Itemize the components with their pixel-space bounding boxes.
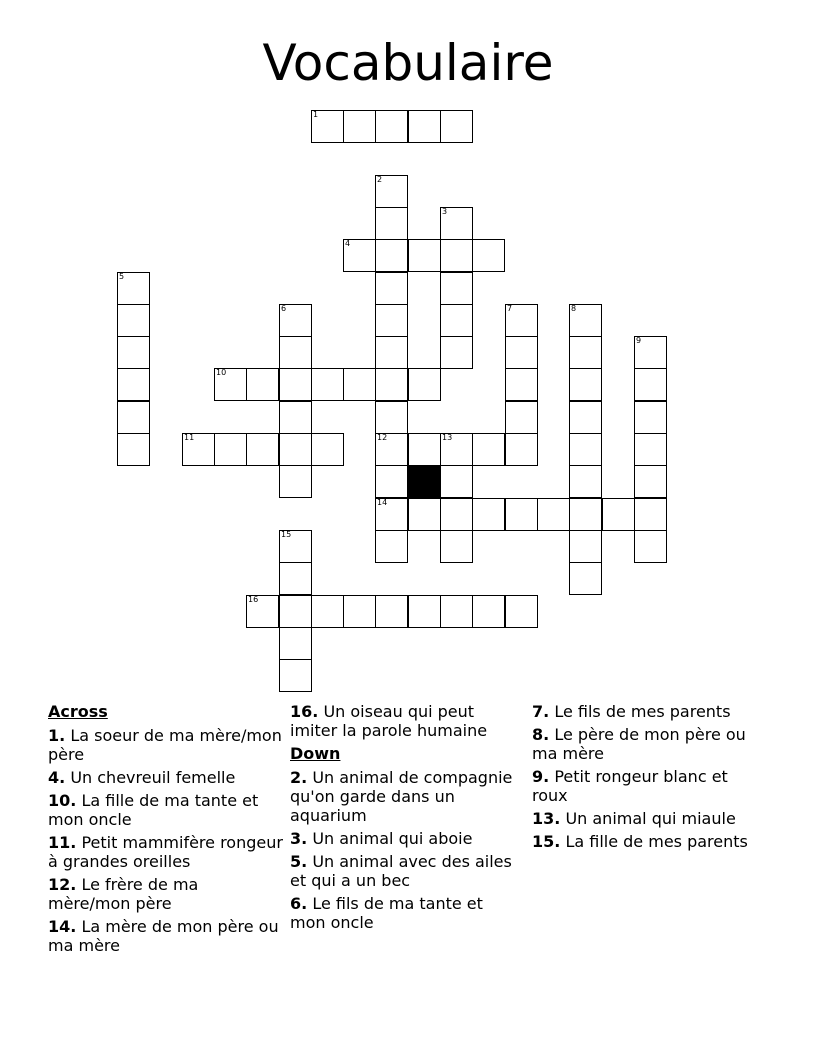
crossword-cell[interactable] (505, 498, 538, 531)
crossword-cell[interactable] (279, 530, 312, 563)
clue-number: 4 (345, 239, 351, 248)
crossword-cell[interactable] (440, 465, 473, 498)
clue-number: 2 (377, 175, 383, 184)
crossword-cell[interactable] (634, 401, 667, 434)
crossword-cell[interactable] (472, 498, 505, 531)
crossword-cell[interactable] (569, 530, 602, 563)
crossword-cell[interactable] (311, 433, 344, 466)
crossword-cell[interactable] (440, 239, 473, 272)
crossword-cell[interactable] (279, 433, 312, 466)
crossword-cell[interactable] (375, 465, 408, 498)
down-heading: Down (290, 744, 341, 763)
crossword-cell[interactable] (472, 239, 505, 272)
crossword-cell[interactable] (602, 498, 635, 531)
down-clue: 5. Un animal avec des ailes et qui a un bec (290, 852, 512, 890)
crossword-cell[interactable] (343, 368, 376, 401)
crossword-cell[interactable] (569, 304, 602, 337)
crossword-cell[interactable] (375, 207, 408, 240)
down-clue: 3. Un animal qui aboie (290, 829, 473, 848)
crossword-cell[interactable] (440, 530, 473, 563)
crossword-cell[interactable] (440, 336, 473, 369)
crossword-cell[interactable] (440, 498, 473, 531)
clue-number: 11 (184, 433, 195, 442)
crossword-cell[interactable] (279, 336, 312, 369)
clue-column-3 (532, 702, 762, 855)
crossword-cell[interactable] (569, 498, 602, 531)
crossword-cell[interactable] (537, 498, 570, 531)
crossword-cell[interactable] (375, 336, 408, 369)
crossword-cell[interactable] (505, 595, 538, 628)
crossword-cell[interactable] (343, 110, 376, 143)
clue-number: 13 (442, 433, 453, 442)
crossword-cell[interactable] (117, 433, 150, 466)
crossword-cell[interactable] (634, 498, 667, 531)
crossword-cell[interactable] (375, 498, 408, 531)
crossword-cell[interactable] (505, 401, 538, 434)
crossword-cell[interactable] (375, 401, 408, 434)
crossword-cell[interactable] (279, 401, 312, 434)
crossword-cell[interactable] (440, 110, 473, 143)
clue-number: 5 (119, 272, 125, 281)
crossword-cell[interactable] (246, 595, 279, 628)
page-title: Vocabulaire (262, 34, 554, 92)
crossword-cell[interactable] (634, 530, 667, 563)
crossword-block (408, 465, 441, 498)
across-clue: 14. La mère de mon père ou ma mère (48, 917, 279, 955)
clue-number: 16 (248, 595, 259, 604)
crossword-cell[interactable] (311, 110, 344, 143)
crossword-cell[interactable] (375, 239, 408, 272)
crossword-cell[interactable] (440, 207, 473, 240)
crossword-cell[interactable] (408, 498, 441, 531)
crossword-cell[interactable] (375, 272, 408, 305)
clue-number: 14 (377, 498, 388, 507)
crossword-cell[interactable] (634, 465, 667, 498)
clue-number: 6 (281, 304, 287, 313)
clue-number: 10 (216, 368, 227, 377)
crossword-cell[interactable] (408, 239, 441, 272)
crossword-cell[interactable] (375, 110, 408, 143)
crossword-cell[interactable] (214, 433, 247, 466)
crossword-cell[interactable] (117, 368, 150, 401)
crossword-cell[interactable] (117, 336, 150, 369)
clue-number: 15 (281, 530, 292, 539)
clue-number: 1 (313, 110, 319, 119)
down-clue: 9. Petit rongeur blanc et roux (532, 767, 728, 805)
crossword-cell[interactable] (375, 368, 408, 401)
across-heading: Across (48, 702, 108, 721)
crossword-cell[interactable] (634, 336, 667, 369)
clue-column-1 (48, 702, 284, 959)
crossword-cell[interactable] (311, 368, 344, 401)
crossword-cell[interactable] (279, 304, 312, 337)
clue-column-2 (290, 702, 522, 936)
crossword-cell[interactable] (279, 595, 312, 628)
crossword-cell[interactable] (408, 595, 441, 628)
down-clue: 6. Le fils de ma tante et mon oncle (290, 894, 483, 932)
across-clue: 12. Le frère de ma mère/mon père (48, 875, 199, 913)
crossword-cell[interactable] (569, 465, 602, 498)
crossword-cell[interactable] (569, 433, 602, 466)
crossword-cell[interactable] (505, 304, 538, 337)
crossword-cell[interactable] (117, 272, 150, 305)
crossword-cell[interactable] (569, 401, 602, 434)
down-clue: 13. Un animal qui miaule (532, 809, 736, 828)
crossword-cell[interactable] (472, 595, 505, 628)
across-clue: 16. Un oiseau qui peut imiter la parole humaine (290, 702, 488, 740)
crossword-cell[interactable] (505, 433, 538, 466)
crossword-cell[interactable] (375, 530, 408, 563)
crossword-cell[interactable] (634, 433, 667, 466)
crossword-cell[interactable] (246, 368, 279, 401)
crossword-cell[interactable] (375, 304, 408, 337)
clue-number: 8 (571, 304, 577, 313)
crossword-cell[interactable] (182, 433, 215, 466)
down-clue: 15. La fille de mes parents (532, 832, 748, 851)
crossword-cell[interactable] (375, 175, 408, 208)
crossword-cell[interactable] (569, 336, 602, 369)
crossword-cell[interactable] (408, 433, 441, 466)
crossword-cell[interactable] (505, 336, 538, 369)
across-clue: 1. La soeur de ma mère/mon père (48, 726, 282, 764)
crossword-cell[interactable] (279, 562, 312, 595)
clue-number: 9 (636, 336, 642, 345)
clue-number: 7 (507, 304, 513, 313)
crossword-cell[interactable] (279, 368, 312, 401)
across-clue: 10. La fille de ma tante et mon oncle (48, 791, 259, 829)
crossword-cell[interactable] (279, 465, 312, 498)
crossword-cell[interactable] (117, 304, 150, 337)
down-clue: 2. Un animal de compagnie qu'on garde dans un aquarium (290, 768, 513, 825)
down-clue: 7. Le fils de mes parents (532, 702, 731, 721)
crossword-cell[interactable] (440, 272, 473, 305)
clue-number: 12 (377, 433, 388, 442)
crossword-cell[interactable] (375, 433, 408, 466)
crossword-cell[interactable] (343, 595, 376, 628)
crossword-cell[interactable] (214, 368, 247, 401)
crossword-cell[interactable] (343, 239, 376, 272)
crossword-cell[interactable] (440, 304, 473, 337)
crossword-cell[interactable] (472, 433, 505, 466)
across-clue: 11. Petit mammifère rongeur à grandes oreilles (48, 833, 283, 871)
down-clue: 8. Le père de mon père ou ma mère (532, 725, 746, 763)
crossword-cell[interactable] (440, 595, 473, 628)
clue-number: 3 (442, 207, 448, 216)
crossword-cell[interactable] (279, 627, 312, 660)
crossword-cell[interactable] (117, 401, 150, 434)
crossword-cell[interactable] (311, 595, 344, 628)
crossword-cell[interactable] (634, 368, 667, 401)
crossword-cell[interactable] (375, 595, 408, 628)
crossword-cell[interactable] (408, 110, 441, 143)
crossword-cell[interactable] (440, 433, 473, 466)
crossword-cell[interactable] (569, 368, 602, 401)
crossword-cell[interactable] (569, 562, 602, 595)
crossword-cell[interactable] (279, 659, 312, 692)
crossword-cell[interactable] (408, 368, 441, 401)
crossword-cell[interactable] (505, 368, 538, 401)
across-clue: 4. Un chevreuil femelle (48, 768, 236, 787)
crossword-cell[interactable] (246, 433, 279, 466)
